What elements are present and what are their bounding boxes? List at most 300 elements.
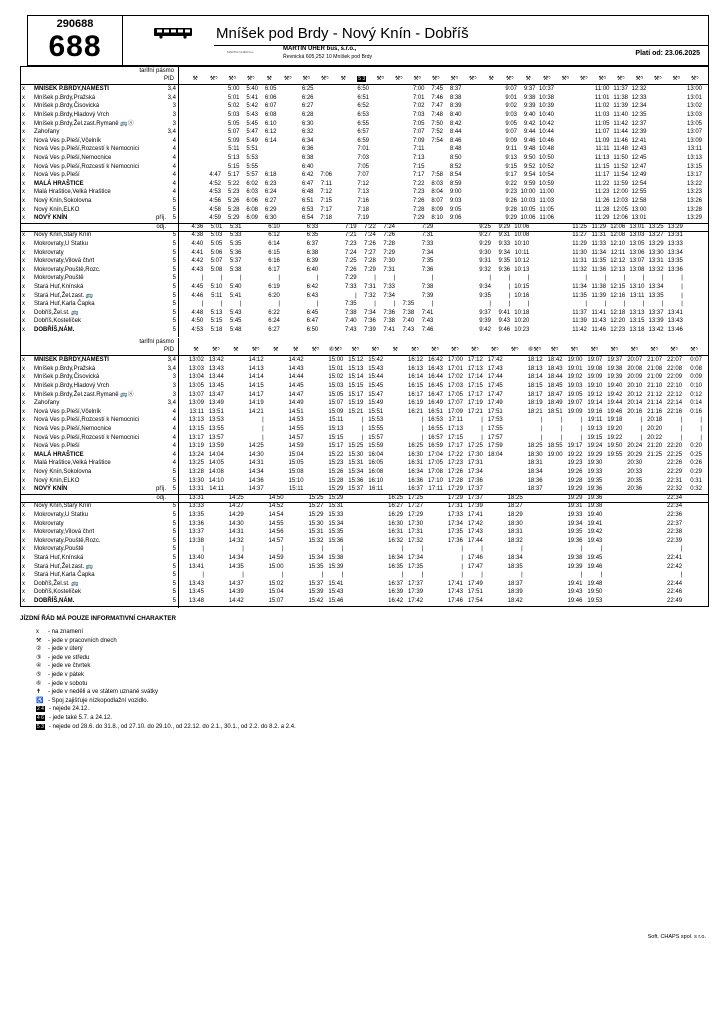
- service-symbol: ⚒⁵: [598, 75, 607, 82]
- time-cell: 18:34: [527, 469, 543, 475]
- time-cell: 7:31: [421, 232, 434, 239]
- time-cell: 14:50: [268, 494, 284, 501]
- time-cell: 14:37: [248, 486, 264, 493]
- service-symbol: ⚒⁵: [635, 75, 644, 82]
- time-cell: 7:33: [383, 284, 396, 290]
- time-cell: |: [374, 275, 376, 282]
- time-cell: 13:31: [648, 258, 664, 265]
- time-cell: 9:31: [479, 258, 491, 265]
- time-cell: 9:39: [479, 318, 491, 325]
- note-item: [36, 662, 90, 671]
- time-cell: 11:34: [591, 249, 607, 256]
- service-symbol: ⚒⁵: [411, 346, 420, 353]
- time-cell: |: [508, 275, 511, 282]
- note-text: - na znamení: [48, 629, 84, 635]
- time-cell: 11:31: [591, 232, 607, 239]
- time-cell: 12:16: [610, 292, 626, 299]
- time-cell: 5:13: [210, 309, 223, 316]
- time-cell: 18:44: [547, 374, 563, 381]
- time-cell: 14:59: [288, 443, 304, 450]
- time-cell: 13:05: [686, 120, 702, 127]
- time-cell: |: [662, 275, 664, 282]
- service-symbol: ⚒⁵: [510, 346, 519, 353]
- request-stop-mark: x: [22, 451, 25, 458]
- time-cell: 10:00: [520, 189, 536, 196]
- time-cell: 22:37: [667, 520, 683, 527]
- time-cell: 22:14: [667, 400, 683, 407]
- time-cell: |: [316, 275, 319, 282]
- note-text: - jede ve středu: [48, 654, 90, 661]
- note-text: - jede ve čtvrtek: [48, 663, 91, 670]
- time-cell: 12:18: [610, 309, 626, 316]
- time-cell: 19:17: [567, 443, 583, 450]
- time-cell: 19:13: [587, 426, 603, 432]
- time-cell: 16:27: [388, 503, 404, 510]
- request-stop-mark: x: [22, 163, 25, 170]
- time-cell: 10:05: [520, 206, 536, 213]
- time-cell: 6:20: [268, 292, 280, 299]
- zone: 3: [172, 374, 176, 381]
- time-cell: |: [681, 284, 683, 290]
- time-cell: 11:50: [613, 155, 628, 161]
- time-cell: 13:07: [686, 129, 702, 136]
- time-cell: |: [461, 546, 463, 553]
- time-cell: 17:41: [447, 580, 463, 587]
- time-cell: 17:08: [427, 469, 443, 475]
- time-cell: 13:30: [188, 477, 204, 484]
- service-symbol: ⚒⁵: [468, 75, 477, 82]
- time-cell: 4:52: [209, 180, 221, 187]
- time-cell: 6:28: [301, 112, 314, 118]
- time-cell: 8:07: [431, 198, 443, 204]
- time-cell: 5:11: [211, 292, 223, 299]
- time-cell: 16:25: [408, 443, 424, 450]
- time-cell: |: [508, 301, 511, 308]
- time-cell: 10:03: [520, 198, 536, 204]
- time-cell: 19:00: [547, 451, 563, 458]
- time-cell: 18:32: [507, 537, 523, 544]
- service-symbol: ⚒⁵: [650, 346, 659, 353]
- block-divider: [20, 84, 709, 85]
- time-cell: 9:34: [479, 284, 491, 290]
- bus-icon: [153, 26, 193, 44]
- time-cell: 7:24: [364, 232, 376, 239]
- time-cell: 17:36: [467, 477, 483, 484]
- time-cell: 5:33: [229, 232, 242, 239]
- note-item: [36, 637, 117, 646]
- time-cell: 7:34: [364, 309, 376, 316]
- time-cell: 11:37: [572, 309, 587, 316]
- time-cell: 7:40: [402, 318, 415, 325]
- time-cell: 14:45: [288, 383, 304, 389]
- time-cell: 18:21: [527, 408, 543, 415]
- time-cell: 11:59: [613, 180, 628, 187]
- service-symbol: ⑥⚒⁵: [328, 346, 343, 353]
- footer: Soft. CHAPS spol. s r.o.: [647, 934, 706, 940]
- time-cell: 6:39: [306, 258, 319, 265]
- time-cell: 22:20: [667, 443, 683, 450]
- time-cell: 14:25: [248, 443, 264, 450]
- time-cell: 7:05: [357, 163, 369, 170]
- time-cell: |: [521, 572, 523, 579]
- zone: 5: [172, 572, 176, 579]
- time-cell: 10:08: [514, 232, 530, 239]
- time-cell: 16:05: [368, 460, 384, 467]
- zone: 5: [172, 598, 176, 604]
- time-cell: |: [508, 284, 511, 290]
- stop-name: Malá Hraštice,Velká Hraštice: [34, 189, 111, 196]
- time-cell: |: [421, 426, 424, 432]
- time-cell: 7:24: [383, 223, 396, 230]
- time-cell: 17:46: [447, 598, 463, 604]
- time-cell: 12:47: [631, 163, 647, 170]
- stop-name: MALÁ HRAŠTICE: [34, 451, 84, 458]
- time-cell: 0:08: [690, 365, 702, 372]
- time-cell: 13:15: [686, 163, 702, 170]
- service-symbol: ⚒: [233, 346, 239, 353]
- time-cell: |: [220, 301, 223, 308]
- zone: 4: [172, 426, 176, 432]
- time-cell: 17:01: [447, 365, 463, 372]
- time-cell: 7:13: [412, 155, 425, 161]
- time-cell: 0:20: [690, 443, 702, 450]
- time-cell: 9:15: [505, 163, 517, 170]
- time-cell: 18:27: [507, 503, 523, 510]
- time-cell: |: [361, 417, 364, 424]
- time-cell: 13:15: [188, 426, 204, 432]
- tarif-label: tarifní pásmo: [139, 68, 174, 74]
- time-cell: 19:50: [607, 443, 623, 450]
- time-cell: 15:27: [308, 503, 324, 510]
- time-cell: 5:02: [227, 103, 240, 110]
- time-cell: 17:47: [467, 563, 483, 570]
- time-cell: 7:26: [344, 266, 357, 273]
- time-cell: 11:41: [591, 309, 607, 316]
- time-cell: 7:34: [421, 249, 434, 256]
- time-cell: |: [421, 546, 424, 553]
- time-cell: 17:54: [467, 598, 483, 604]
- zone: 3,4: [167, 94, 176, 101]
- request-stop-mark: x: [22, 520, 25, 527]
- time-cell: 21:09: [647, 374, 663, 381]
- time-cell: 15:44: [368, 374, 384, 381]
- time-cell: 14:25: [228, 494, 244, 501]
- time-cell: 15:09: [328, 408, 344, 415]
- time-cell: 13:11: [629, 292, 645, 299]
- service-symbol: ⚒⁵: [610, 346, 619, 353]
- service-symbol: ⚒: [488, 75, 494, 82]
- stop-name: Mníšek p.Brdy,Žel.zast.Rymaně 🚌Ⓢ: [34, 120, 134, 127]
- time-cell: 20:29: [627, 451, 643, 458]
- notes-title: JÍZDNÍ ŘÁD MÁ POUZE INFORMATIVNÍ CHARAKTER: [20, 615, 176, 622]
- time-cell: |: [481, 417, 483, 424]
- time-cell: 5:51: [246, 146, 258, 153]
- time-cell: 11:26: [594, 198, 610, 204]
- pid-label: PID: [163, 346, 174, 353]
- time-cell: 6:43: [306, 292, 319, 299]
- stop-name: Mokrovraty,U Statku: [34, 241, 88, 247]
- time-cell: 18:36: [527, 477, 543, 484]
- time-cell: 18:31: [527, 460, 543, 467]
- stop-name: Mokrovraty,Pouště,Rozc.: [34, 266, 101, 273]
- request-stop-mark: x: [22, 309, 25, 316]
- note-item: [36, 697, 148, 706]
- time-cell: |: [604, 301, 607, 308]
- time-cell: |: [341, 572, 344, 579]
- request-stop-mark: x: [22, 94, 25, 101]
- time-cell: 22:42: [667, 563, 683, 570]
- time-cell: 15:42: [308, 598, 324, 604]
- time-cell: 17:29: [447, 494, 463, 501]
- time-cell: 4:56: [209, 198, 221, 204]
- service-symbol: ⚒⁵: [320, 75, 329, 82]
- time-cell: 11:52: [613, 163, 628, 170]
- time-cell: 6:05: [264, 86, 277, 93]
- zone: 4: [172, 189, 176, 196]
- time-cell: 17:33: [447, 512, 463, 518]
- time-cell: 6:27: [268, 327, 280, 333]
- time-cell: 15:43: [368, 365, 384, 372]
- time-cell: 10:54: [538, 172, 554, 179]
- time-cell: 11:46: [613, 137, 628, 144]
- time-cell: 11:29: [572, 241, 587, 247]
- request-stop-mark: x: [22, 189, 25, 196]
- time-cell: |: [202, 572, 204, 579]
- time-cell: 16:32: [388, 537, 404, 544]
- time-cell: 16:13: [408, 365, 424, 372]
- time-cell: 17:25: [408, 494, 424, 501]
- stop-name: Mokrovraty,Vilová čtvrt: [34, 529, 95, 536]
- time-cell: |: [560, 426, 563, 432]
- time-cell: 7:48: [431, 112, 443, 118]
- zone: 4: [172, 163, 176, 170]
- request-stop-mark: x: [22, 374, 25, 381]
- time-cell: 17:37: [467, 486, 483, 493]
- time-cell: 16:51: [427, 408, 443, 415]
- arrival-label: příj.: [155, 486, 166, 493]
- time-cell: 13:22: [686, 180, 702, 187]
- time-cell: 17:07: [447, 400, 463, 407]
- time-cell: 13:35: [667, 258, 683, 265]
- time-cell: 19:48: [587, 580, 603, 587]
- time-cell: 19:33: [567, 512, 583, 518]
- time-cell: 13:18: [629, 327, 645, 333]
- request-stop-mark: x: [22, 180, 25, 187]
- time-cell: 10:15: [514, 284, 530, 290]
- time-cell: 5:49: [246, 137, 258, 144]
- time-cell: 12:20: [610, 318, 626, 325]
- time-cell: 13:55: [208, 426, 224, 432]
- time-cell: 18:39: [507, 589, 523, 596]
- time-cell: 15:10: [288, 477, 304, 484]
- time-cell: 7:01: [357, 146, 369, 153]
- time-cell: 15:23: [328, 460, 344, 467]
- time-cell: 7:43: [344, 327, 357, 333]
- time-cell: 12:23: [610, 327, 626, 333]
- time-cell: 8:38: [449, 94, 462, 101]
- time-cell: 19:39: [607, 374, 623, 381]
- time-cell: 8:46: [449, 137, 462, 144]
- time-cell: 6:07: [264, 103, 277, 110]
- time-cell: 9:46: [498, 327, 511, 333]
- time-cell: |: [242, 572, 244, 579]
- time-cell: 17:17: [447, 443, 463, 450]
- zone: 3: [172, 103, 176, 110]
- time-cell: 22:32: [667, 486, 683, 493]
- time-cell: 19:36: [587, 486, 603, 493]
- time-cell: 15:35: [308, 563, 324, 570]
- request-stop-mark: x: [22, 512, 25, 518]
- time-cell: 15:49: [368, 400, 384, 407]
- time-cell: 4:48: [191, 309, 204, 316]
- note-text: - Spoj zajišťuje nízkopodlažní vozidlo.: [48, 697, 149, 704]
- time-cell: 11:39: [572, 318, 587, 325]
- time-cell: 16:31: [388, 529, 404, 536]
- time-cell: 7:18: [320, 215, 332, 222]
- request-stop-mark: x: [22, 537, 25, 544]
- service-symbol: ⚒⁵: [394, 75, 403, 82]
- time-cell: 13:35: [188, 512, 204, 518]
- time-cell: 4:36: [191, 223, 204, 230]
- request-stop-mark: x: [22, 400, 25, 407]
- time-cell: 0:32: [690, 486, 702, 493]
- time-cell: 5:11: [228, 146, 240, 153]
- time-cell: 11:00: [539, 189, 554, 196]
- service-symbol: ⚒⁵: [371, 346, 380, 353]
- time-cell: 19:29: [587, 451, 603, 458]
- time-cell: 13:43: [188, 580, 204, 587]
- time-cell: 17:45: [487, 383, 503, 389]
- zone: 5: [172, 232, 176, 239]
- time-cell: 14:08: [208, 469, 224, 475]
- time-cell: 11:03: [594, 112, 610, 118]
- time-cell: 19:10: [587, 383, 603, 389]
- time-cell: 13:57: [208, 434, 224, 441]
- time-cell: 20:24: [627, 443, 643, 450]
- time-cell: 5:01: [210, 223, 223, 230]
- time-cell: 14:12: [248, 357, 264, 364]
- time-cell: 15:35: [328, 529, 344, 536]
- time-cell: |: [623, 275, 626, 282]
- time-cell: 7:46: [421, 327, 434, 333]
- time-cell: 7:38: [402, 309, 415, 316]
- time-cell: 7:24: [344, 249, 357, 256]
- time-cell: 13:08: [629, 266, 645, 273]
- zone: 4: [172, 137, 176, 144]
- time-cell: 13:28: [188, 469, 204, 475]
- service-symbol: ⚒⁵: [376, 75, 385, 82]
- time-cell: |: [642, 301, 645, 308]
- time-cell: 17:43: [447, 589, 463, 596]
- line-number-box: [28, 16, 123, 65]
- time-cell: 11:35: [572, 292, 587, 299]
- time-cell: 4:58: [209, 206, 221, 213]
- time-cell: |: [201, 301, 204, 308]
- request-stop-mark: x: [22, 155, 25, 161]
- note-item: [36, 671, 84, 680]
- time-cell: 6:09: [246, 215, 258, 222]
- time-cell: 7:17: [412, 172, 425, 179]
- time-cell: |: [680, 572, 683, 579]
- time-cell: |: [489, 275, 491, 282]
- time-cell: 13:04: [188, 374, 204, 381]
- time-cell: 9:26: [505, 198, 517, 204]
- note-item: [36, 688, 158, 697]
- stop-name: Mokrovraty,Pouště: [34, 546, 84, 553]
- time-cell: 11:11: [595, 146, 610, 153]
- stop-name: Nová Ves p.Pleší,Nemocnice: [34, 426, 112, 432]
- time-cell: 6:47: [306, 318, 319, 325]
- time-cell: 5:17: [227, 172, 240, 179]
- time-cell: 11:23: [594, 189, 610, 196]
- time-cell: |: [431, 301, 434, 308]
- stop-name: MALÁ HRAŠTICE: [34, 180, 84, 187]
- time-cell: 10:59: [538, 180, 554, 187]
- time-cell: 19:44: [607, 400, 623, 407]
- time-cell: 19:01: [567, 365, 583, 372]
- time-cell: 17:22: [447, 451, 463, 458]
- time-cell: 16:55: [427, 426, 443, 432]
- time-cell: 6:10: [268, 223, 280, 230]
- stop-name: Nová Ves p.Pleší,Včelník: [34, 408, 102, 415]
- request-stop-mark: x: [22, 408, 25, 415]
- time-cell: 16:19: [408, 400, 424, 407]
- stop-name: Stará Huť,Knínská: [34, 284, 84, 290]
- time-cell: 8:10: [431, 215, 443, 222]
- service-symbol: ⚒⁵: [630, 346, 639, 353]
- time-cell: 6:54: [301, 215, 314, 222]
- time-cell: 13:46: [667, 327, 683, 333]
- time-cell: |: [481, 426, 483, 432]
- time-cell: 6:15: [268, 249, 280, 256]
- time-cell: 8:44: [449, 129, 462, 136]
- time-cell: |: [431, 275, 434, 282]
- time-cell: |: [262, 417, 264, 424]
- zone: 5: [172, 546, 176, 553]
- time-cell: 11:28: [594, 206, 610, 213]
- time-cell: 20:08: [627, 365, 643, 372]
- time-cell: |: [262, 434, 264, 441]
- time-cell: 15:17: [348, 391, 364, 398]
- time-cell: 14:30: [248, 451, 264, 458]
- time-cell: 7:32: [364, 292, 376, 299]
- time-cell: |: [341, 546, 344, 553]
- time-cell: 13:43: [667, 318, 683, 325]
- time-cell: 19:15: [587, 434, 603, 441]
- time-cell: 7:54: [431, 137, 443, 144]
- time-cell: 9:05: [505, 120, 517, 127]
- time-cell: 20:22: [647, 434, 663, 441]
- zone: 3: [172, 383, 176, 389]
- stop-name: Dobříš,Žel.st. 🚌: [34, 580, 79, 587]
- time-cell: 17:15: [447, 434, 463, 441]
- time-cell: 15:45: [368, 383, 384, 389]
- time-cell: 15:30: [308, 520, 324, 527]
- time-cell: 7:13: [357, 189, 369, 196]
- time-cell: 12:10: [610, 241, 626, 247]
- time-cell: 22:34: [667, 503, 683, 510]
- time-cell: 8:52: [449, 163, 462, 170]
- stop-name: Zahořany: [34, 400, 60, 407]
- time-cell: 19:45: [587, 555, 603, 561]
- time-cell: 14:36: [248, 477, 264, 484]
- time-cell: 13:01: [631, 215, 647, 222]
- service-symbol: ⚒⁵: [228, 75, 237, 82]
- service-symbol: ⚒⁵: [431, 75, 440, 82]
- time-cell: 9:13: [505, 155, 517, 161]
- request-stop-mark: x: [22, 137, 25, 144]
- time-cell: 5:29: [227, 215, 240, 222]
